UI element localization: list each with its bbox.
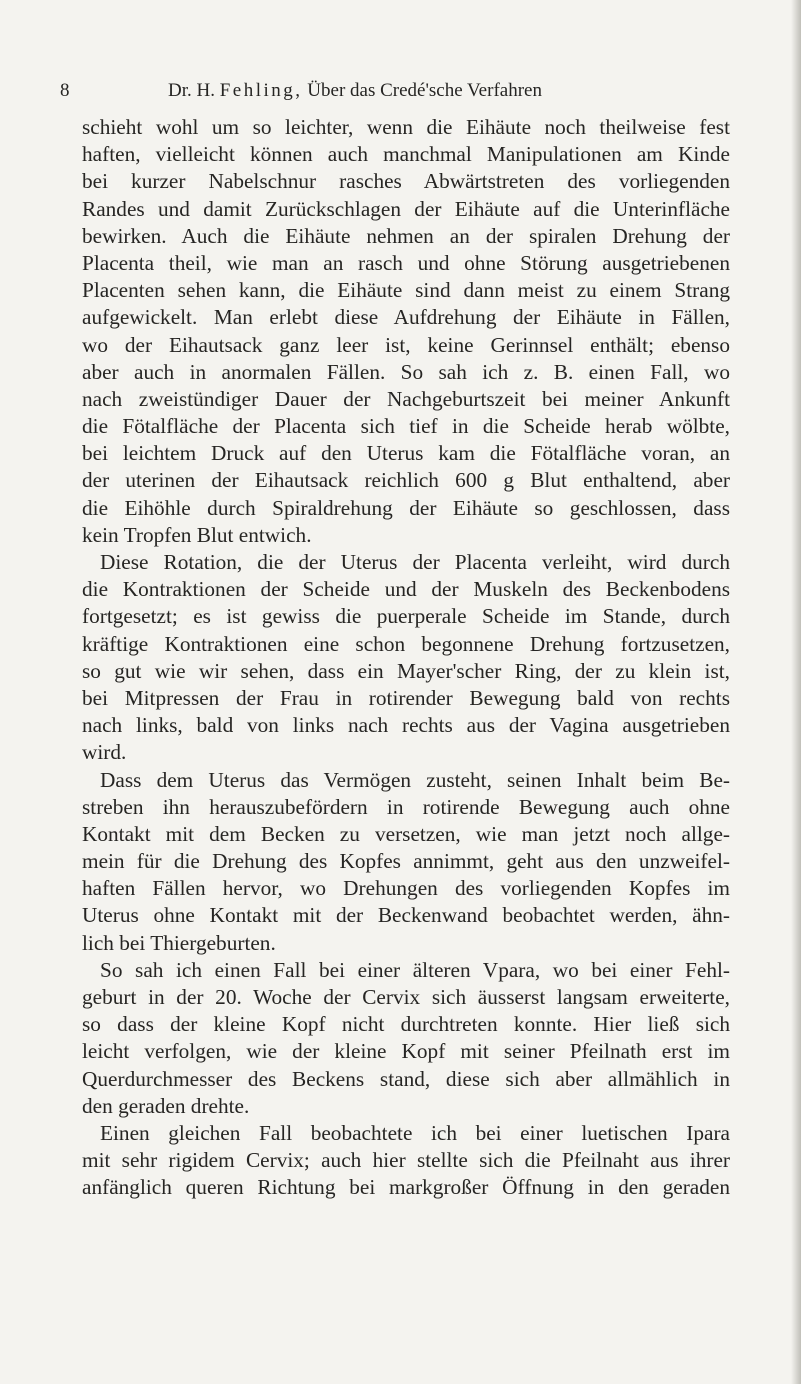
text-line: mein für die Drehung des Kopfes annimmt, geht aus den unzweifel- [82, 849, 730, 874]
author-name: Fehling, [219, 80, 303, 101]
text-line: Randes und damit Zurückschlagen der Eihäute auf die Unterinfläche [82, 196, 730, 221]
text-line: geburt in der 20. Woche der Cervix sich äusserst langsam erweiterte, [82, 985, 730, 1009]
text-line: nach links, bald von links nach rechts aus der Vagina ausgetrieben [82, 713, 730, 738]
text-line: der uterinen der Eihautsack reichlich 600 g Blut enthaltend, aber [82, 468, 730, 493]
page-edge-shadow [791, 0, 801, 1384]
text-line: Kontakt mit dem Becken zu versetzen, wie man jetzt noch allge- [82, 821, 730, 846]
text-line: so gut wie wir sehen, dass ein Mayer'scher Ring, der zu klein ist, [82, 658, 730, 683]
page-number: 8 [60, 80, 70, 101]
running-header [60, 80, 730, 104]
text-line: haften, vielleicht können auch manchmal Manipulationen am Kinde [82, 142, 730, 167]
text-line: mit sehr rigidem Cervix; auch hier stellte sich die Pfeilnaht aus ihrer [82, 1148, 730, 1173]
text-line: bei kurzer Nabelschnur rasches Abwärtstreten des vorliegenden [82, 169, 730, 194]
text-line: die Kontraktionen der Scheide und der Muskeln des Beckenbodens [82, 577, 730, 602]
text-line: Placenten sehen kann, die Eihäute sind dann meist zu einem Strang [82, 278, 730, 303]
text-line: bei leichtem Druck auf den Uterus kam die Fötalfläche voran, an [82, 441, 730, 466]
text-line: bewirken. Auch die Eihäute nehmen an der spiralen Drehung der [82, 223, 730, 248]
body-text [82, 114, 730, 1202]
author-prefix: Dr. H. [168, 80, 215, 101]
text-line: nach zweistündiger Dauer der Nachgeburtszeit bei meiner Ankunft [82, 386, 730, 411]
text-line: haften Fällen hervor, wo Drehungen des vorliegenden Kopfes im [82, 876, 730, 901]
text-line: die Fötalfläche der Placenta sich tief in die Scheide herab wölbte, [82, 414, 730, 439]
text-line: wird. [82, 740, 127, 765]
text-line: aber auch in anormalen Fällen. So sah ich z. B. einen Fall, wo [82, 359, 730, 384]
text-line: streben ihn herauszubefördern in rotirende Bewegung auch ohne [82, 794, 730, 819]
text-line: kein Tropfen Blut entwich. [82, 522, 312, 547]
article-title: Über das Credé'sche Verfahren [307, 80, 542, 101]
text-line: fortgesetzt; es ist gewiss die puerperale Scheide im Stande, durch [82, 604, 730, 629]
text-line: kräftige Kontraktionen eine schon begonnene Drehung fortzusetzen, [82, 631, 730, 656]
text-line: leicht verfolgen, wie der kleine Kopf mit seiner Pfeilnath erst im [82, 1039, 730, 1064]
text-line: den geraden drehte. [82, 1093, 250, 1118]
text-line: anfänglich queren Richtung bei markgroßer Öffnung in den geraden [82, 1175, 730, 1200]
text-line: Diese Rotation, die der Uterus der Placenta verleiht, wird durch [100, 550, 730, 574]
text-line: die Eihöhle durch Spiraldrehung der Eihäute so geschlossen, dass [82, 495, 730, 520]
text-line: Placenta theil, wie man an rasch und ohne Störung ausgetriebenen [82, 250, 730, 275]
running-head-title [168, 80, 542, 102]
text-line: Dass dem Uterus das Vermögen zusteht, seinen Inhalt beim Be- [100, 767, 730, 792]
text-line: aufgewickelt. Man erlebt diese Aufdrehung der Eihäute in Fällen, [82, 305, 730, 330]
text-line: Querdurchmesser des Beckens stand, diese sich aber allmählich in [82, 1066, 730, 1091]
text-line: Uterus ohne Kontakt mit der Beckenwand beobachtet werden, ähn- [82, 903, 730, 928]
text-line: lich bei Thiergeburten. [82, 930, 276, 955]
text-line: wo der Eihautsack ganz leer ist, keine Gerinnsel enthält; ebenso [82, 332, 730, 357]
text-line: bei Mitpressen der Frau in rotirender Bewegung bald von rechts [82, 685, 730, 710]
text-line: Einen gleichen Fall beobachtete ich bei einer luetischen Ipara [100, 1120, 730, 1145]
text-line: schieht wohl um so leichter, wenn die Eihäute noch theilweise fest [82, 115, 730, 139]
text-line: so dass der kleine Kopf nicht durchtreten konnte. Hier ließ sich [82, 1012, 730, 1037]
text-line: So sah ich einen Fall bei einer älteren Vpara, wo bei einer Fehl- [100, 957, 730, 982]
